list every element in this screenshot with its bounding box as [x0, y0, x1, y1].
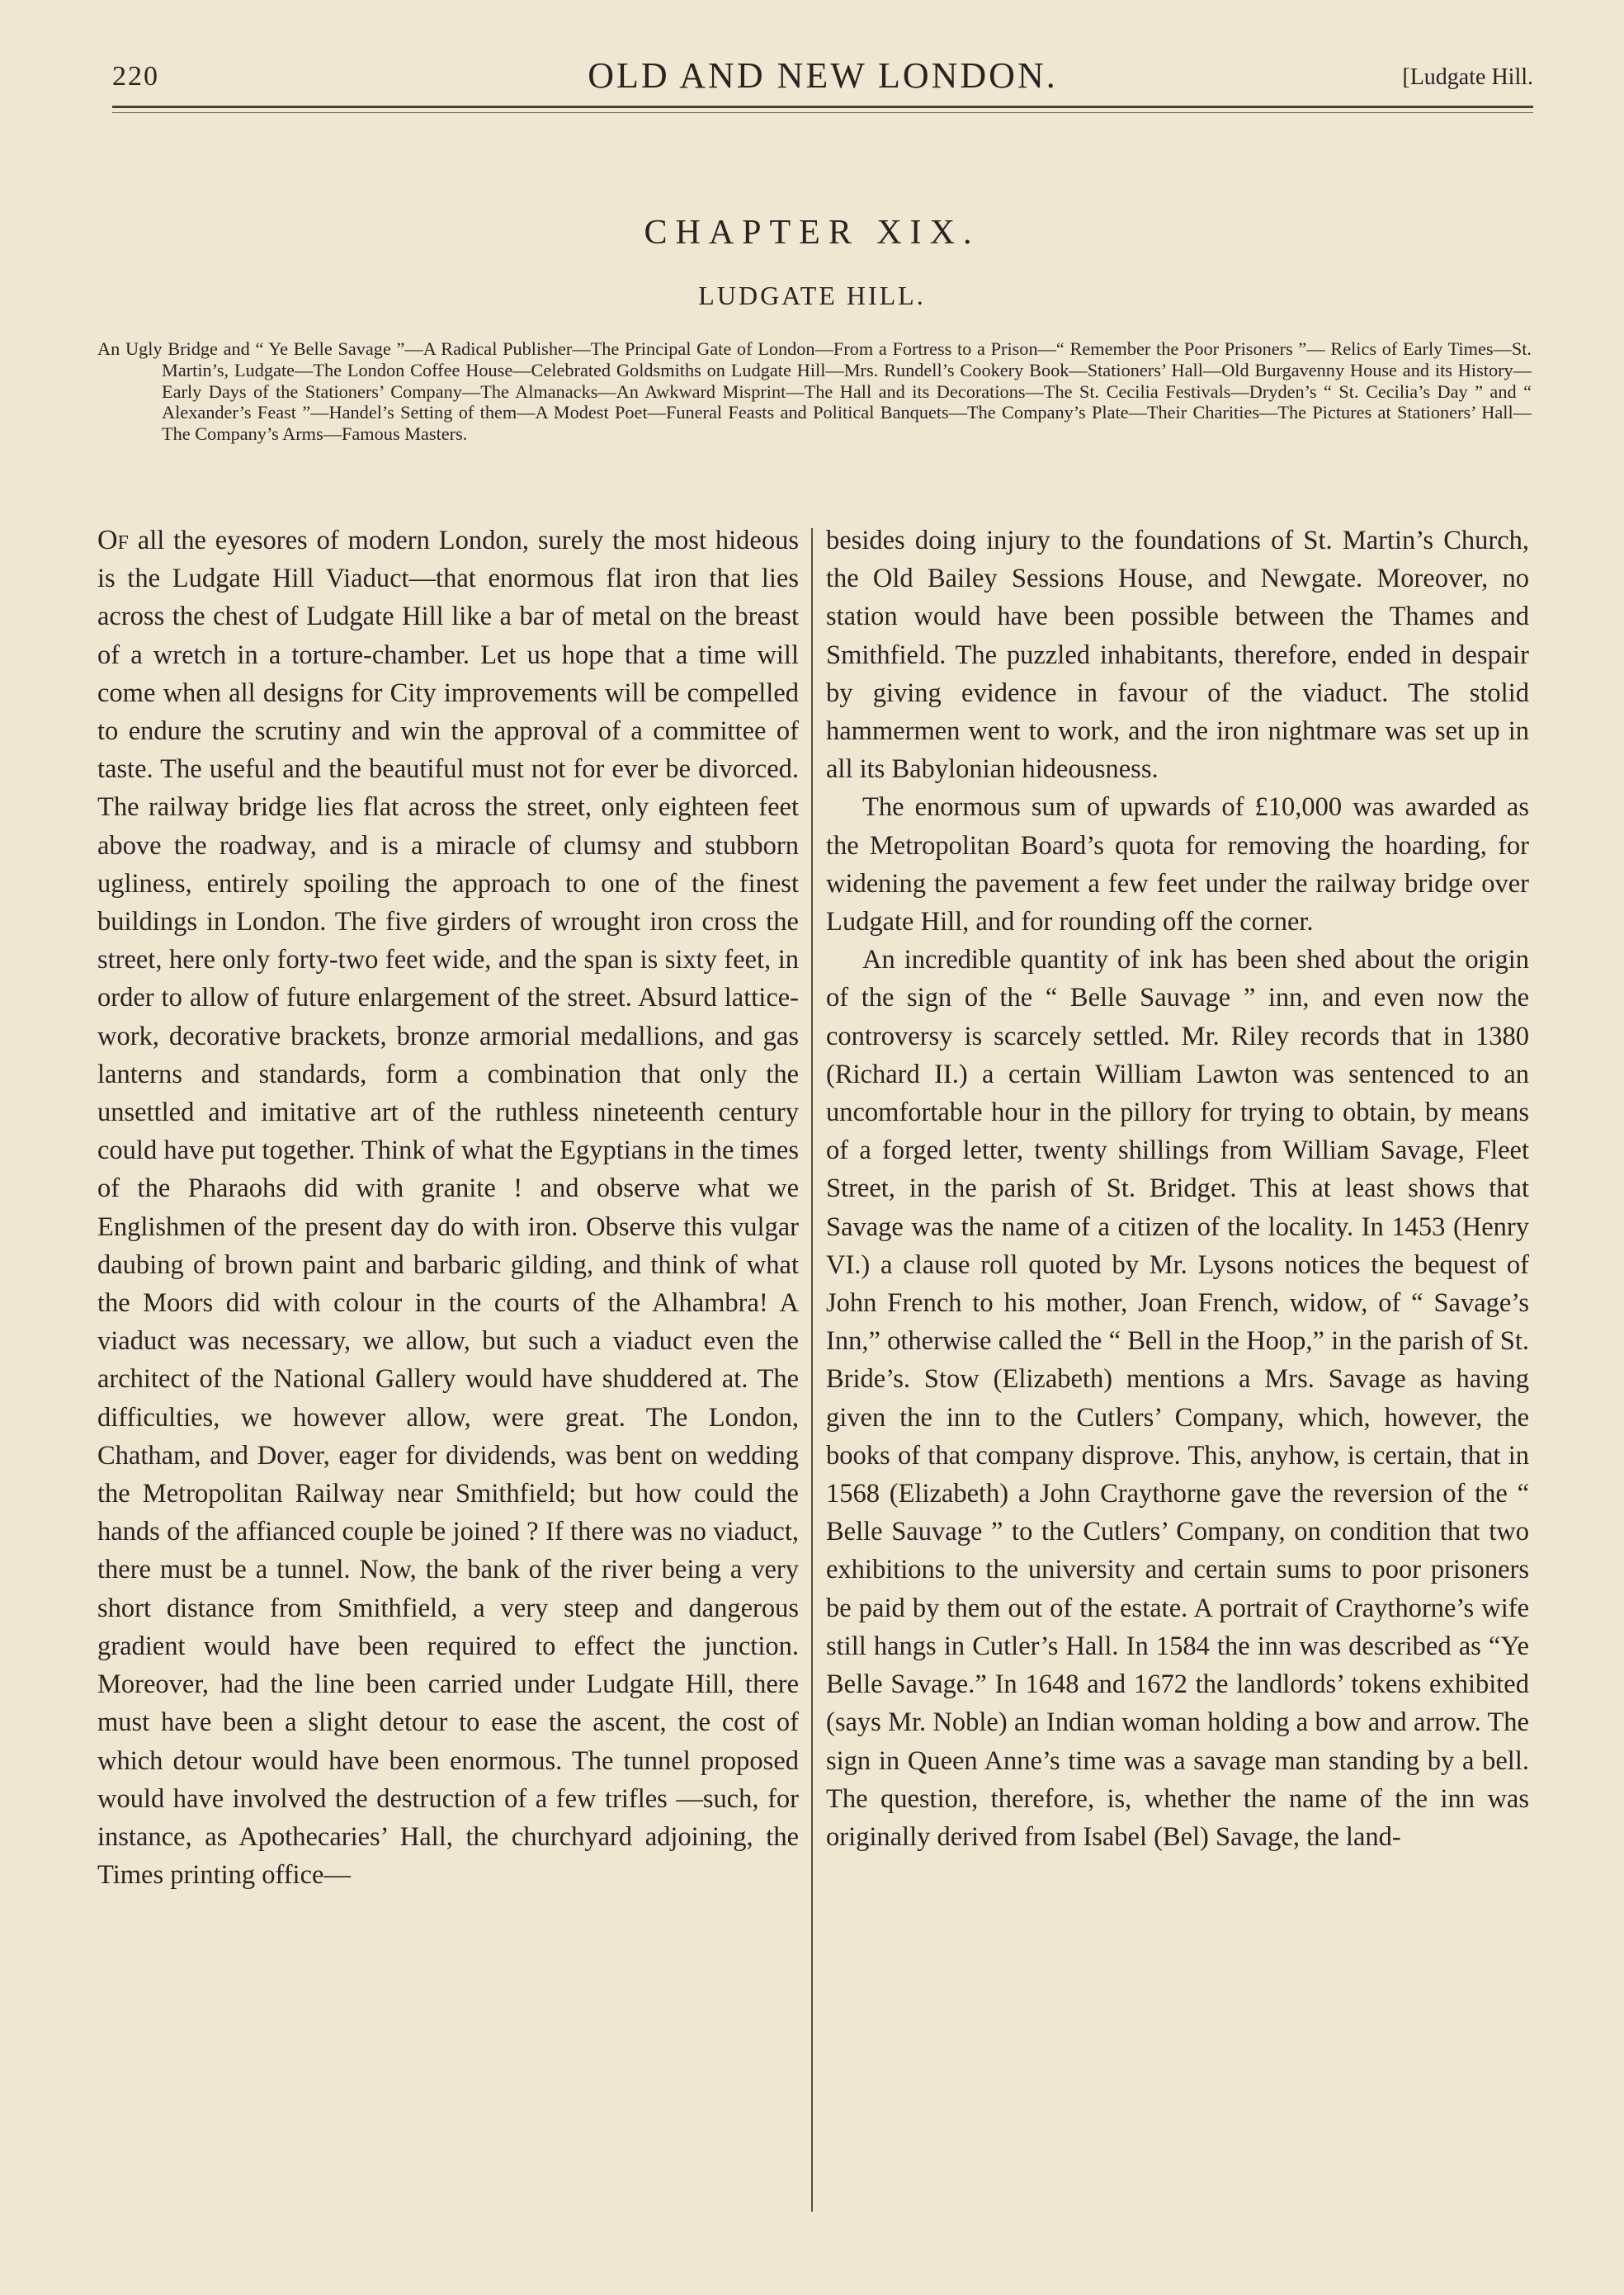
- body-paragraph: The enormous sum of upwards of £10,000 was awarded as the Metropolitan Board’s quota for removing the hoarding, for widening the pavement a few feet under the railway bridge over Ludgate Hill, and for rounding off the corner.: [826, 792, 1529, 937]
- right-column: [826, 522, 1529, 1856]
- chapter-subtitle: LUDGATE HILL.: [698, 281, 926, 310]
- book-title: OLD AND NEW LONDON.: [588, 55, 1058, 96]
- opening-word: Of: [97, 525, 129, 555]
- chapter-title: CHAPTER XIX.: [644, 214, 980, 252]
- column-divider: [811, 528, 813, 2212]
- section-label: [Ludgate Hill.: [1402, 64, 1533, 90]
- running-head: [112, 51, 1533, 101]
- left-column: [97, 522, 799, 1894]
- header-rule: [112, 106, 1533, 108]
- body-paragraph: An incredible quantity of ink has been shed about the origin of the sign of the “ Belle Sauvage ” inn, and even now the controversy is scarcely settled. Mr. Riley records that in 1380 (Richard II.) a certain William Lawton was sentenced to an uncomfortable hour in the pillory for trying to obtain, by means of a forged letter, twenty shillings from William Savage, Fleet Street, in the parish of St. Bridget. This at least shows that Savage was the name of a citizen of the locality. In 1453 (Henry VI.) a clause roll quoted by Mr. Lysons notices the bequest of John French to his mother, Joan French, widow, of “ Savage’s Inn,” otherwise called the “ Bell in the Hoop,” in the parish of St. Bride’s. Stow (Elizabeth) mentions a Mrs. Savage as having given the inn to the Cutlers’ Company, which, however, the books of that company disprove. This, anyhow, is certain, that in 1568 (Elizabeth) a John Craythorne gave the reversion of the “ Belle Sauvage ” to the Cutlers’ Company, on condition that two exhibitions to the university and certain sums to poor prisoners be paid by them out of the estate. A portrait of Craythorne’s wife still hangs in Cutler’s Hall. In 1584 the inn was described as “Ye Belle Savage.” In 1648 and 1672 the landlords’ tokens exhibited (says Mr. Noble) an Indian woman holding a bow and arrow. The sign in Queen Anne’s time was a savage man standing by a bell. The question, therefore, is, whether the name of the inn was originally derived from Isabel (Bel) Savage, the land-: [826, 945, 1529, 1852]
- left-column-text: all the eyesores of modern London, surely the most hideous is the Ludgate Hill Viaduct—that enormous flat iron that lies across the chest of Ludgate Hill like a bar of metal on the breast of a wretch in a torture-chamber. Let us hope that a time will come when all designs for City improvements will be compelled to endure the scrutiny and win the approval of a committee of taste. The useful and the beautiful must not for ever be divorced. The railway bridge lies flat across the street, only eighteen feet above the roadway, and is a miracle of clumsy and stubborn ugliness, entirely spoiling the approach to one of the finest buildings in London. The five girders of wrought iron cross the street, here only forty-two feet wide, and the span is sixty feet, in order to allow of future enlargement of the street. Absurd lattice-work, decorative brackets, bronze armorial medallions, and gas lanterns and standards, form a combination that only the unsettled and imitative art of the ruthless nineteenth century could have put together. Think of what the Egyptians in the times of the Pharaohs did with granite ! and observe what we Englishmen of the present day do with iron. Observe this vulgar daubing of brown paint and barbaric gilding, and think of what the Moors did with colour in the courts of the Alhambra! A viaduct was necessary, we allow, but such a viaduct even the architect of the National Gallery would have shuddered at. The difficulties, we however allow, were great. The London, Chatham, and Dover, eager for dividends, was bent on wedding the Metropolitan Railway near Smithfield; but how could the hands of the affianced couple be joined ? If there was no viaduct, there must be a tunnel. Now, the bank of the river being a very short distance from Smithfield, a very steep and dangerous gradient would have been required to effect the junction. Moreover, had the line been carried under Ludgate Hill, there must have been a slight detour to ease the ascent, the cost of which detour would have been enormous. The tunnel proposed would have involved the destruction of a few trifles —such, for instance, as Apothecaries’ Hall, the churchyard adjoining, the Times printing office—: [97, 526, 799, 1891]
- page-number: 220: [112, 61, 159, 92]
- header-rule-thin: [112, 112, 1533, 113]
- body-paragraph: [97, 522, 799, 1894]
- body-paragraph: besides doing injury to the foundations of St. Martin’s Church, the Old Bailey Sessions House, and Newgate. Moreover, no station would have been possible between the Thames and Smithfield. The puzzled inhabitants, therefore, ended in despair by giving evidence in favour of the viaduct. The stolid hammermen went to work, and the iron nightmare was set up in all its Babylonian hideousness.: [826, 526, 1529, 785]
- chapter-synopsis: An Ugly Bridge and “ Ye Belle Savage ”—A Radical Publisher—The Principal Gate of London—From a Fortress to a Prison—“ Remember the Poor Prisoners ”— Relics of Early Times—St. Martin’s, Ludgate—The London Coffee House—Celebrated Goldsmiths on Ludgate Hill—Mrs. Rundell’s Cookery Book—Stationers’ Hall—Old Burgavenny House and its History—Early Days of the Stationers’ Company—The Almanacks—An Awkward Misprint—The Hall and its Decorations—The St. Cecilia Festivals—Dryden’s “ St. Cecilia’s Day ” and “ Alexander’s Feast ”—Handel’s Setting of them—A Modest Poet—Funeral Feasts and Political Banquets—The Company’s Plate—Their Charities—The Pictures at Stationers’ Hall—The Company’s Arms—Famous Masters.: [97, 338, 1532, 445]
